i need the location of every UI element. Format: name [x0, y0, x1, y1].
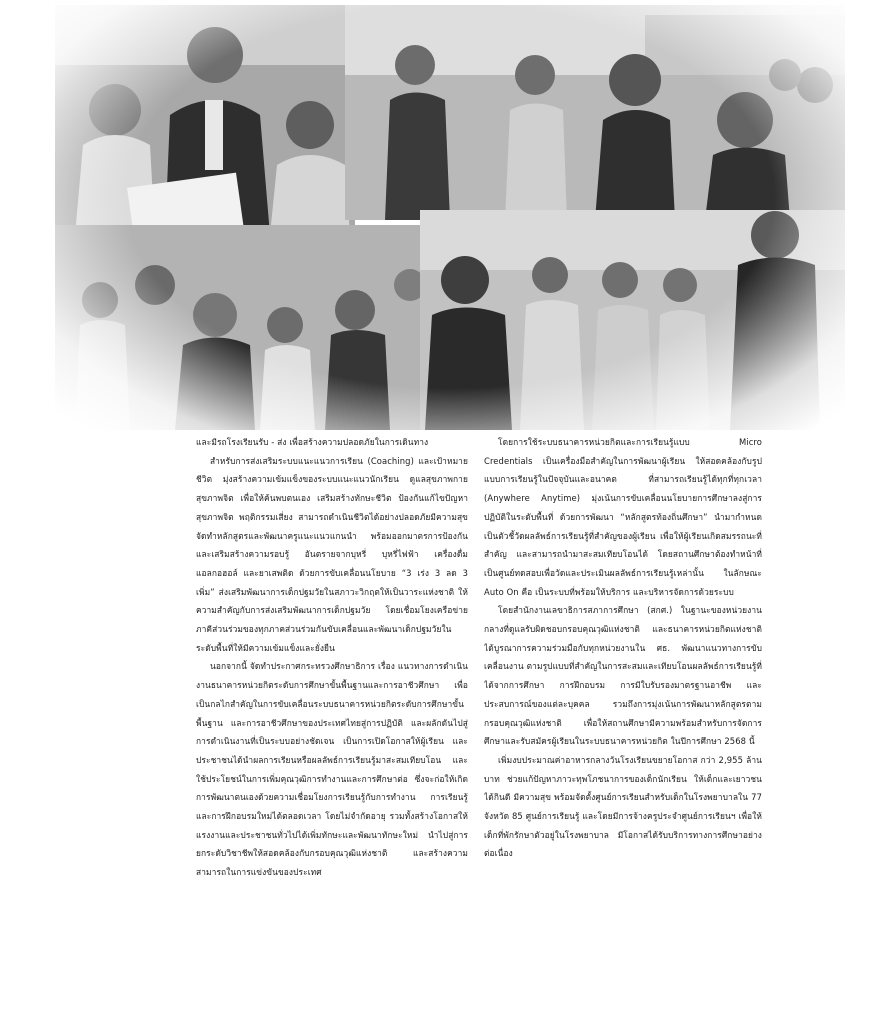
paragraph: นอกจากนี้ จัดทำประกาศกระทรวงศึกษาธิการ เรื่อง แนวทางการดำเนินงานธนาคารหน่วยกิตระดับการศึกษาขั้นพื้นฐานและการอาชีวศึกษา เพื่อเป็นกลไกสำคัญในการขับเคลื่อนระบบธนาคารหน่วยกิตระดับการศึกษาขั้นพื้นฐาน และการอาชีวศึกษาของประเทศไทยสู่การปฏิบัติ และผลักดันไปสู่การดำเนินงานที่เป็นระบบอย่างชัดเจน เป็นการเปิดโอกาสให้ผู้เรียน และประชาชนได้นำผลการเรียนหรือผลลัพธ์การเรียนรู้มาสะสมเทียบโอน และใช้ประโยชน์ในการเพิ่มคุณวุฒิการทำงานและการศึกษาต่อ ซึ่งจะก่อให้เกิดการพัฒนาตนเองด้วยความเชื่อมโยงการเรียนรู้กับการทำงาน การเรียนรู้และการฝึกอบรมใหม่ได้ตลอดเวลา โดยไม่จำกัดอายุ รวมทั้งสร้างโอกาสให้แรงงานและประชาชนทั่วไปได้เพิ่มทักษะและพัฒนาทักษะใหม่ นำไปสู่การยกระดับวิชาชีพให้สอดคล้องกับกรอบคุณวุฒิแห่งชาติ และสร้างความสามารถในการแข่งขันของประเทศ: [196, 661, 468, 878]
photo-minister-with-children: [55, 5, 355, 235]
paragraph: โดยการใช้ระบบธนาคารหน่วยกิตและการเรียนรู้แบบ Micro Credentials เป็นเครื่องมือสำคัญในการพัฒนาผู้เรียน ให้สอดคล้องกับรูปแบบการเรียนรู้ในปัจจุบันและอนาคต ที่สามารถเรียนรู้ได้ทุกที่ทุกเวลา (Anywhere Anytime) มุ่งเน้นการขับเคลื่อนนโยบายการศึกษาลงสู่การปฏิบัติในระดับพื้นที่ ด้วยการพัฒนา “หลักสูตรท้องถิ่นศึกษา” นำมากำหนดเป็นตัวชี้วัดผลลัพธ์การเรียนรู้ที่สำคัญของผู้เรียน เพื่อให้ผู้เรียนเกิดสมรรถนะที่สำคัญ และสามารถนำมาสะสมเทียบโอนได้ โดยสถานศึกษาต้องทำหน้าที่เป็นศูนย์ทดสอบเพื่อวัดและประเมินผลลัพธ์การเรียนรู้เหล่านั้น ในลักษณะ Auto On คือ เป็นระบบที่พร้อมให้บริการ และบริหารจัดการด้วยระบบ: [484, 437, 762, 597]
photo-teachers-greeting: [420, 210, 845, 430]
paragraph: โดยสำนักงานเลขาธิการสภาการศึกษา (สกศ.) ในฐานะของหน่วยงานกลางที่ดูแลรับผิดชอบกรอบคุณวุฒิแห่งชาติ และธนาคารหน่วยกิตแห่งชาติได้บูรณาการความร่วมมือกับทุกหน่วยงานใน ศธ. พัฒนาแนวทางการขับเคลื่อนงาน ตามรูปแบบที่สำคัญในการสะสมและเทียบโอนผลลัพธ์การเรียนรู้ที่ได้จากการศึกษา การฝึกอบรม การมีใบรับรองมาตรฐานอาชีพ และประสบการณ์ของแต่ละบุคคล รวมถึงการมุ่งเน้นการพัฒนาหลักสูตรตามกรอบคุณวุฒิแห่งชาติ เพื่อให้สถานศึกษามีความพร้อมสำหรับการจัดการศึกษาและรับสมัครผู้เรียนในระบบธนาคารหน่วยกิต ในปีการศึกษา 2568 นี้: [484, 605, 762, 747]
photo-student-cheering-group: [55, 225, 435, 430]
paragraph: สำหรับการส่งเสริมระบบแนะแนวการเรียน (Coaching) และเป้าหมายชีวิต มุ่งสร้างความเข้มแข็งของระบบแนะแนวนักเรียน ดูแลสุขภาพกาย สุขภาพจิต เพื่อให้ค้นพบตนเอง เสริมสร้างทักษะชีวิต ป้องกันแก้ไขปัญหาสุขภาพจิต พฤติกรรมเสี่ยง สามารถดำเนินชีวิตได้อย่างปลอดภัยมีความสุข จัดทำหลักสูตรและพัฒนาครูแนะแนวแกนนำ พร้อมออกมาตรการป้องกันและเสริมสร้างความรอบรู้ อันตรายจากบุหรี่ บุหรี่ไฟฟ้า เครื่องดื่มแอลกอฮอล์ และยาเสพติด ด้วยการขับเคลื่อนนโยบาย “3 เร่ง 3 ลด 3 เพิ่ม” ส่งเสริมพัฒนาการเด็กปฐมวัยในสภาวะวิกฤตให้เป็นวาระแห่งชาติ ให้ความสำคัญกับการส่งเสริมพัฒนาการเด็กปฐมวัย โดยเชื่อมโยงเครือข่ายภาคีส่วนร่วมของทุกภาคส่วนร่วมกันขับเคลื่อนและพัฒนาเด็กปฐมวัยในระดับพื้นที่ให้มีความเข้มแข็งและยั่งยืน: [196, 455, 468, 653]
paragraph: เพิ่มงบประมาณค่าอาหารกลางวันโรงเรียนขยายโอกาส กว่า 2,955 ล้านบาท ช่วยแก้ปัญหาภาวะทุพโภชนาการของเด็กนักเรียน ให้เด็กและเยาวชนได้กินดี มีความสุข พร้อมจัดตั้งศูนย์การเรียนสำหรับเด็กในโรงพยาบาลใน 77 จังหวัด 85 ศูนย์การเรียนรู้ และโดยมีการจ้างครูประจำศูนย์การเรียนฯ เพื่อให้เด็กที่พักรักษาตัวอยู่ในโรงพยาบาล มีโอกาสได้รับบริการทางการศึกษาอย่างต่อเนื่อง: [484, 754, 762, 859]
article-column-right: [484, 433, 762, 1018]
photo-collage: [55, 5, 845, 430]
article-column-left: [196, 433, 468, 1018]
paragraph: และมีรถโรงเรียนรับ - ส่ง เพื่อสร้างความปลอดภัยในการเดินทาง: [196, 437, 429, 447]
photo-outdoor-visit-group: [345, 5, 845, 220]
